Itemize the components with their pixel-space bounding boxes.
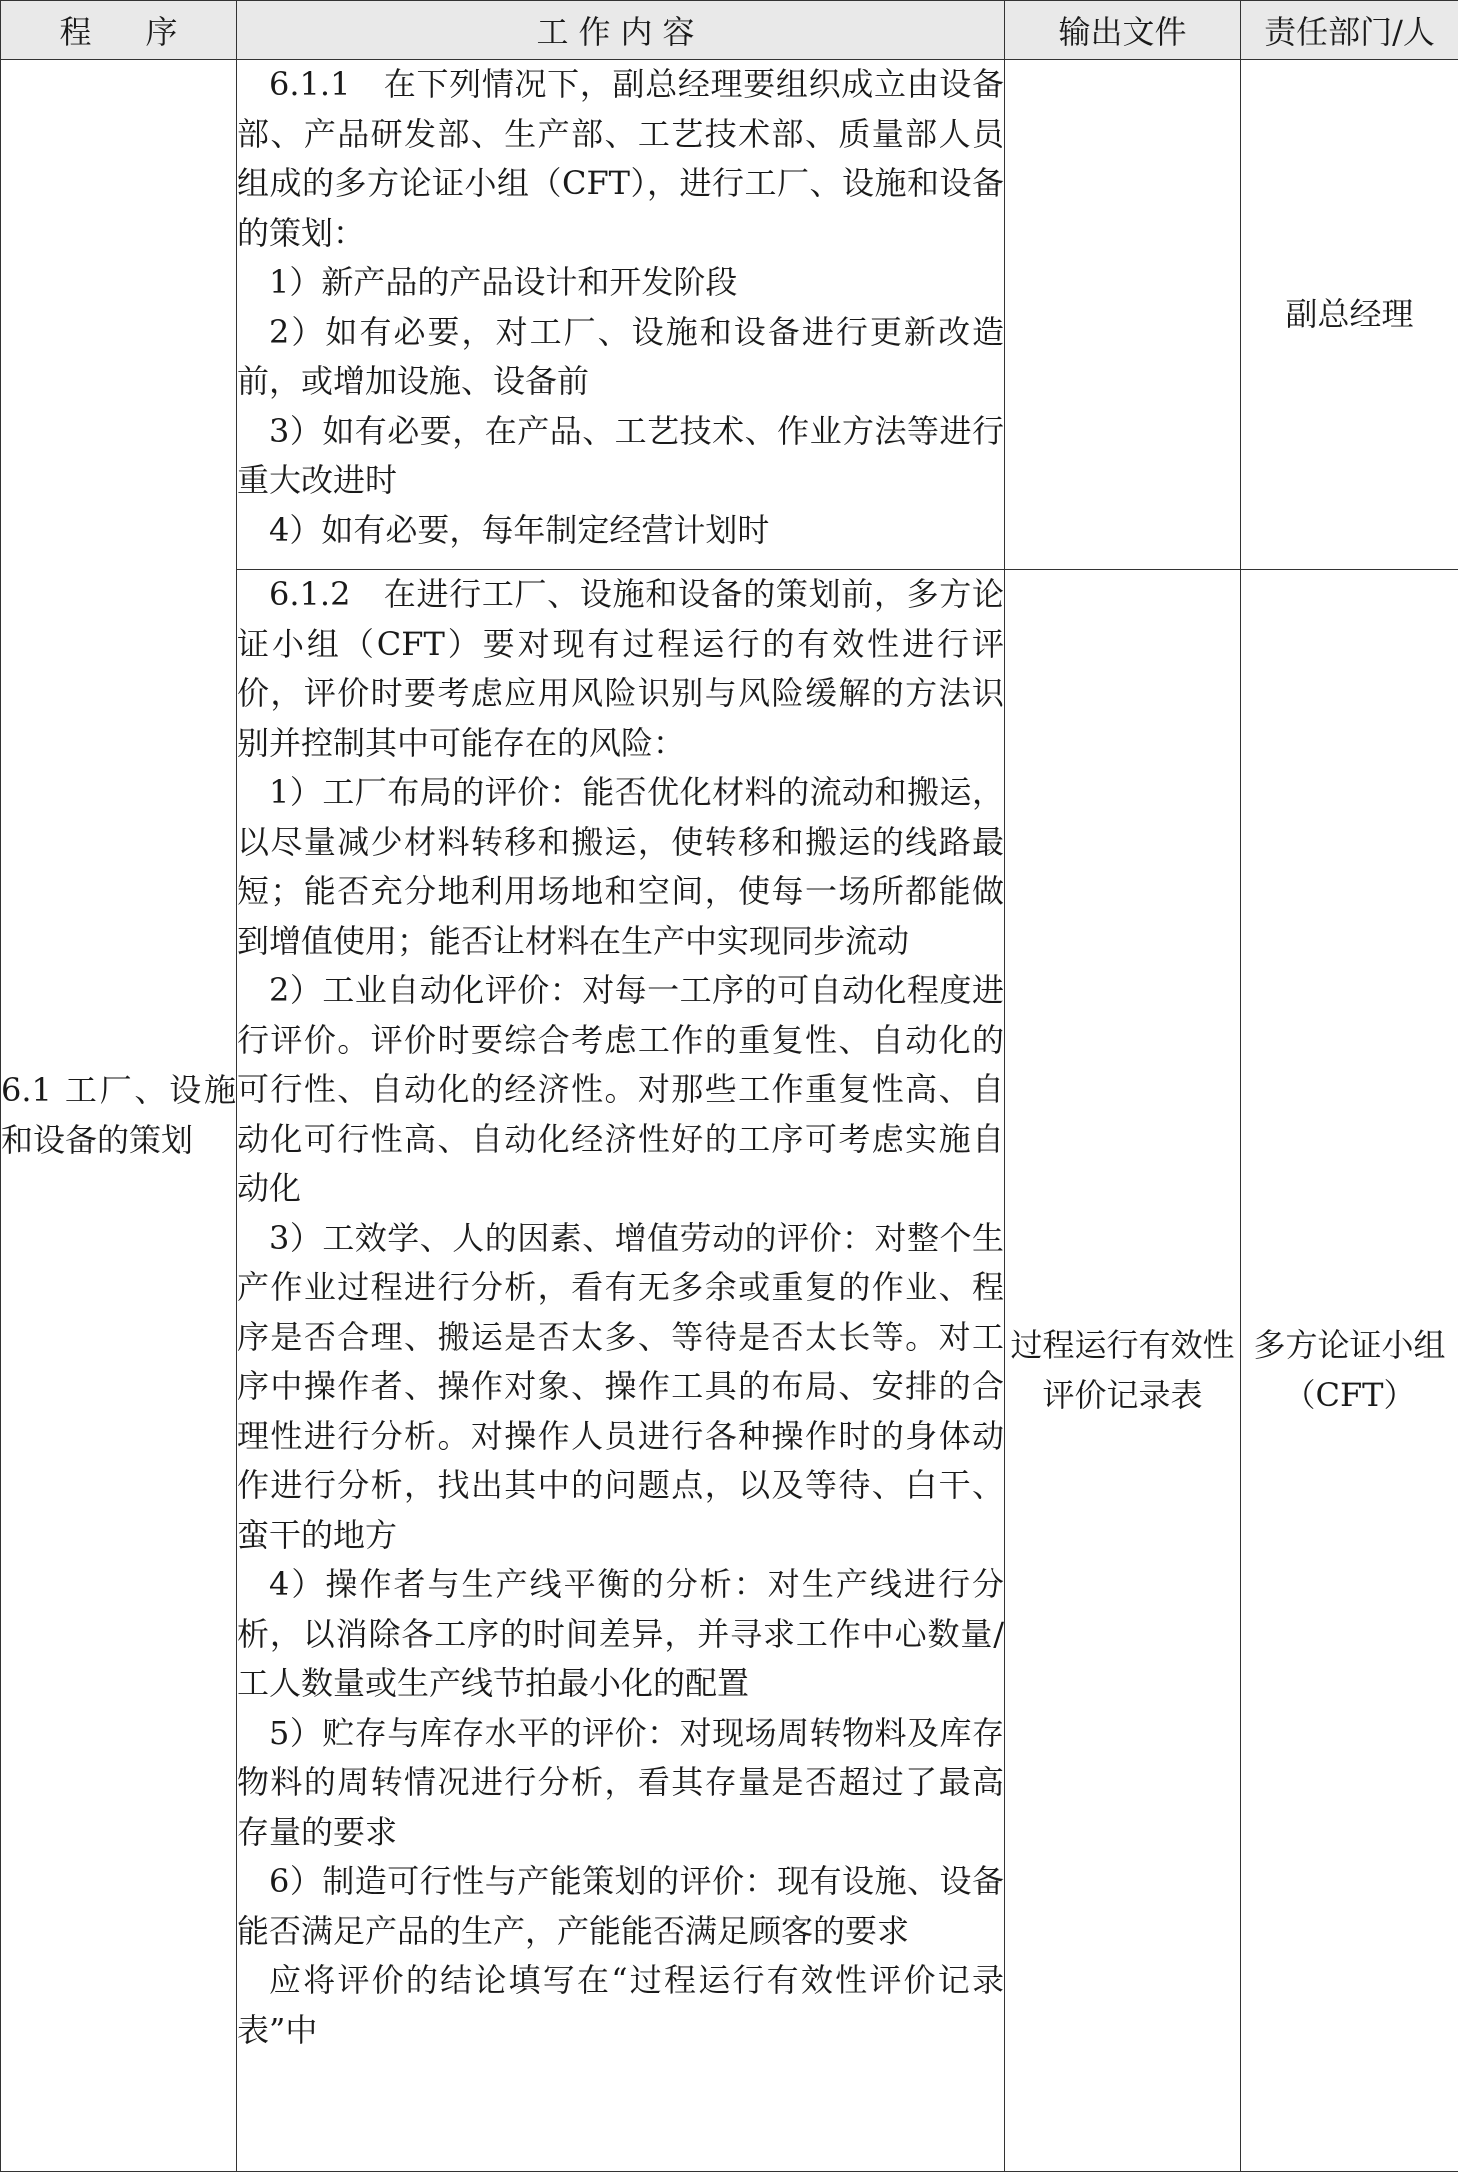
paragraph: 4）如有必要，每年制定经营计划时	[269, 510, 770, 549]
work-content-cell-1	[237, 60, 1005, 570]
paragraph: 6.1.1 在下列情况下，副总经理要组织成立由设备部、产品研发部、生产部、工艺技术部、质量部人员组成的多方论证小组（CFT），进行工厂、设施和设备的策划：	[237, 65, 1004, 252]
header-output-document: 输出文件	[1005, 1, 1241, 60]
header-procedure-char-2: 序	[145, 13, 178, 51]
paragraph: 3）如有必要，在产品、工艺技术、作业方法等进行重大改进时	[237, 411, 1004, 499]
paragraph: 6）制造可行性与产能策划的评价：现有设施、设备能否满足产品的生产，产能能否满足顾客的要求	[237, 1862, 1004, 1950]
responsible-cell-2: 多方论证小组（CFT）	[1241, 570, 1458, 2172]
responsible-cell-1: 副总经理	[1241, 60, 1458, 570]
paragraph: 2）如有必要，对工厂、设施和设备进行更新改造前，或增加设施、设备前	[237, 312, 1004, 400]
paragraph: 应将评价的结论填写在“过程运行有效性评价记录表”中	[237, 1961, 1004, 2049]
output-document-cell-1	[1005, 60, 1241, 570]
paragraph: 1）工厂布局的评价：能否优化材料的流动和搬运，以尽量减少材料转移和搬运，使转移和搬运的线路最短；能否充分地利用场地和空间，使每一场所都能做到增值使用；能否让材料在生产中实现同步流动	[237, 773, 1004, 960]
header-work-content: 工作内容	[237, 1, 1005, 60]
paragraph: 4）操作者与生产线平衡的分析：对生产线进行分析，以消除各工序的时间差异，并寻求工作中心数量/工人数量或生产线节拍最小化的配置	[237, 1565, 1004, 1702]
header-responsible: 责任部门/人	[1241, 1, 1458, 60]
table-row	[1, 60, 1458, 570]
paragraph: 2）工业自动化评价：对每一工序的可自动化程度进行评价。评价时要综合考虑工作的重复性、自动化的可行性、自动化的经济性。对那些工作重复性高、自动化可行性高、自动化经济性好的工序可考虑实施自动化	[237, 971, 1004, 1207]
header-procedure	[1, 1, 237, 60]
table-header-row	[1, 1, 1458, 60]
work-content-cell-2	[237, 570, 1005, 2172]
paragraph: 6.1.2 在进行工厂、设施和设备的策划前，多方论证小组（CFT）要对现有过程运行的有效性进行评价，评价时要考虑应用风险识别与风险缓解的方法识别并控制其中可能存在的风险：	[237, 575, 1004, 762]
paragraph: 1）新产品的产品设计和开发阶段	[269, 263, 738, 301]
paragraph: 5）贮存与库存水平的评价：对现场周转物料及库存物料的周转情况进行分析，看其存量是否超过了最高存量的要求	[237, 1713, 1004, 1851]
header-procedure-char-1: 程	[59, 13, 92, 51]
output-document-cell-2: 过程运行有效性评价记录表	[1005, 570, 1241, 2172]
paragraph: 3）工效学、人的因素、增值劳动的评价：对整个生产作业过程进行分析，看有无多余或重复的作业、程序是否合理、搬运是否太多、等待是否太长等。对工序中操作者、操作对象、操作工具的布局、安排的合理性进行分析。对操作人员进行各种操作时的身体动作进行分析，找出其中的问题点，以及等待、白干、蛮干的地方	[237, 1218, 1004, 1554]
procedure-cell: 6.1 工厂、设施和设备的策划	[1, 60, 237, 2172]
